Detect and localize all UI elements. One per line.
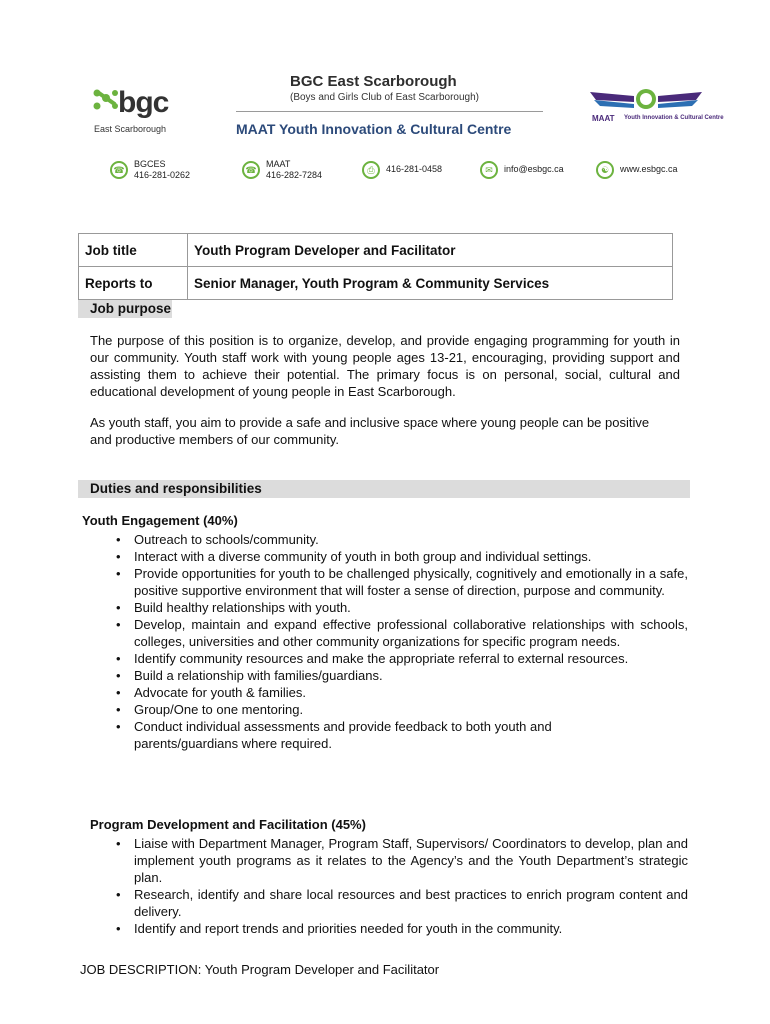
contact-label: BGCES 416-281-0262	[134, 159, 191, 180]
list-item: • Research, identify and share local resources and best practices to enrich program content and delivery.	[82, 886, 688, 920]
table-row	[79, 267, 673, 300]
list-item: • Develop, maintain and expand effective professional collaborative relationships with schools, colleges, universities and other community organizations for specific program needs.	[82, 616, 688, 650]
job-purpose-paragraph-2: As youth staff, you aim to provide a safe and inclusive space where young people can be positive and productive members of our community.	[90, 415, 650, 447]
page-footer: JOB DESCRIPTION: Youth Program Developer and Facilitator	[80, 962, 440, 977]
reports-to-label: Reports to	[79, 267, 188, 300]
contact-website	[596, 158, 696, 182]
list-item: • Liaise with Department Manager, Program Staff, Supervisors/ Coordinators to develop, plan and implement youth programs as it relates to the Agency’s and the Youth Department’s strategic plan.	[82, 835, 688, 886]
bgc-logo-mark-icon	[92, 88, 120, 114]
phone-icon: ☎	[110, 161, 128, 179]
list-item: • Build healthy relationships with youth.	[82, 599, 688, 616]
duties-heading: Duties and responsibilities	[78, 480, 690, 498]
org-name: BGC East Scarborough	[290, 73, 457, 90]
centre-name: MAAT Youth Innovation & Cultural Centre	[236, 121, 512, 137]
contact-label: MAAT 416-282-7284	[266, 159, 323, 180]
job-info-table	[78, 233, 673, 300]
fax-icon: ⎙	[362, 161, 380, 179]
email-icon: ✉	[480, 161, 498, 179]
list-item: • Identify and report trends and priorities needed for youth in the community.	[82, 920, 688, 937]
bgc-logo-subtitle: East Scarborough	[94, 124, 167, 134]
phone-icon: ☎	[242, 161, 260, 179]
reports-to-value: Senior Manager, Youth Program & Community Services	[188, 267, 673, 300]
list-item: • Provide opportunities for youth to be challenged physically, cognitively and emotionally in a safe, positive supportive environment that will foster a sense of direction, purpose and community.	[82, 565, 688, 599]
bgc-logo-word: bgc	[118, 86, 169, 119]
youth-engagement-title: Youth Engagement (40%)	[82, 513, 238, 528]
job-purpose-paragraph: The purpose of this position is to organize, develop, and provide engaging programming for youth in our community. Youth staff work with young people ages 13-21, encouraging, providing support and assisting them to achieve their potential. The primary focus is on personal, social, cultural and educational development of young people in East Scarborough.	[90, 333, 680, 399]
list-item: • Outreach to schools/community.	[82, 531, 688, 548]
job-title-value: Youth Program Developer and Facilitator	[188, 234, 673, 267]
maat-logo	[590, 86, 702, 112]
list-item: • Conduct individual assessments and provide feedback to both youth and parents/guardians where required.	[82, 718, 688, 752]
contact-fax	[362, 158, 462, 182]
list-item: • Group/One to one mentoring.	[82, 701, 688, 718]
job-purpose-heading: Job purpose	[78, 300, 172, 318]
job-title-label: Job title	[79, 234, 188, 267]
maat-logo-caption: Youth Innovation & Cultural Centre	[624, 115, 724, 121]
org-full-name: (Boys and Girls Club of East Scarborough)	[290, 92, 479, 103]
list-item: • Build a relationship with families/guardians.	[82, 667, 688, 684]
maat-logo-word: MAAT	[592, 114, 615, 123]
list-item: • Advocate for youth & families.	[82, 684, 688, 701]
list-item: • Identify community resources and make the appropriate referral to external resources.	[82, 650, 688, 667]
youth-engagement-list	[82, 531, 688, 752]
table-row	[79, 234, 673, 267]
globe-icon: ☯	[596, 161, 614, 179]
header-divider	[236, 111, 543, 112]
contact-email	[480, 158, 580, 182]
program-development-list	[82, 835, 688, 937]
contact-maat	[242, 158, 342, 182]
contact-label[interactable]: info@esbgc.ca	[504, 164, 564, 174]
list-item: • Interact with a diverse community of youth in both group and individual settings.	[82, 548, 688, 565]
contact-label: 416-281-0458	[386, 164, 443, 174]
maat-wings-icon	[590, 86, 702, 112]
contact-bgces	[110, 158, 210, 182]
contact-label[interactable]: www.esbgc.ca	[620, 164, 678, 174]
program-development-title: Program Development and Facilitation (45%)	[90, 817, 366, 832]
